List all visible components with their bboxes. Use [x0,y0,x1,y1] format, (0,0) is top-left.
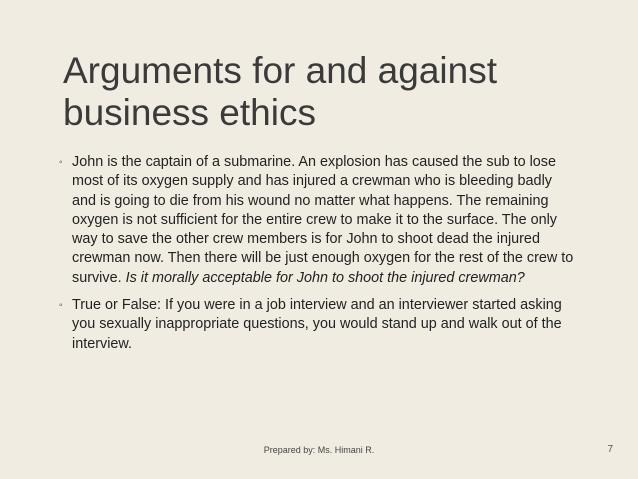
bullet-text: John is the captain of a submarine. An explosion has caused the sub to lose most of its oxygen supply and has injured a crewman who is bleeding badly and is going to die from his wound no matter what happens. The remaining oxygen is not sufficient for the entire crew to make it to the surface. The only way to save the other crew members is for John to shoot dead the injured crewman now. Then there will be just enough oxygen for the rest of the crew to survive. [72,154,574,286]
bullet-list [59,153,579,362]
bullet-item-submarine [59,153,579,288]
slide-title [63,50,583,134]
page-number: 7 [607,444,613,455]
slide-title-line-1: Arguments for and against [63,50,497,91]
bullet-circle-icon: ◦ [59,157,63,168]
bullet-item-interview [59,296,579,354]
bullet-question-text: Is it morally acceptable for John to shoot the injured crewman? [125,269,525,286]
bullet-circle-icon: ◦ [59,300,63,312]
slide-title-line-2: business ethics [63,92,316,133]
footer-credit: Prepared by: Ms. Himani R. [263,445,375,455]
bullet-text: True or False: If you were in a job interview and an interviewer started asking you sexually inappropriate questions, you would stand up and walk out of the interview. [72,297,562,352]
